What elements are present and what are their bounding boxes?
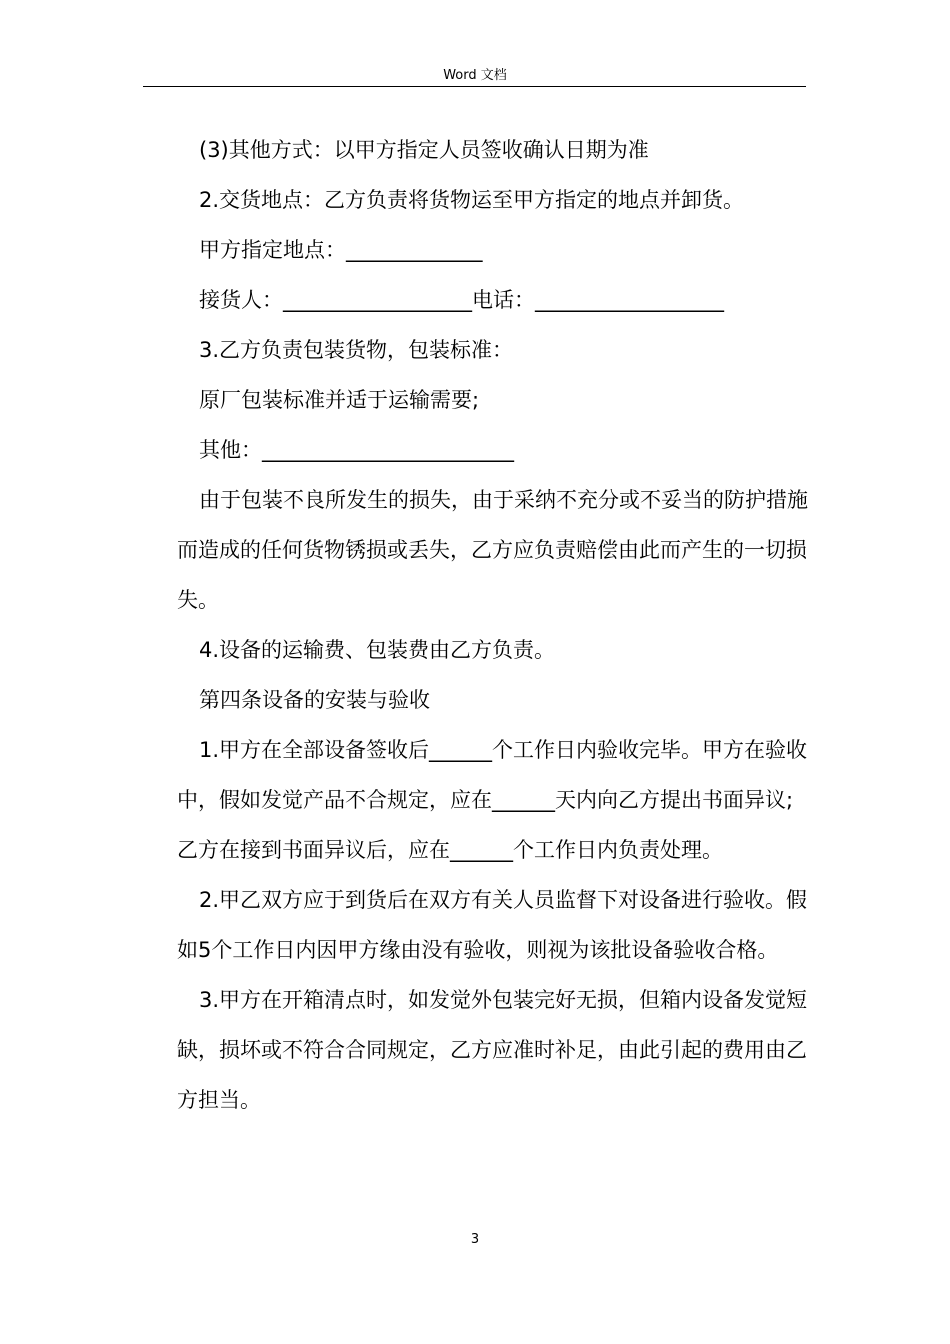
paragraph-packaging-loss: 由于包装不良所发生的损失，由于采纳不充分或不妥当的防护措施而造成的任何货物锈损或丢失，乙方应负责赔偿由此而产生的一切损失。 [177,488,808,612]
paragraph-original-packaging: 原厂包装标准并适于运输需要; [199,388,480,412]
paragraph-packaging-standard: 3.乙方负责包装货物，包装标准： [199,338,514,362]
paragraph-transport-cost: 4.设备的运输费、包装费由乙方负责。 [199,638,556,662]
paragraph-other-method: (3)其他方式：以甲方指定人员签收确认日期为准 [199,138,649,162]
paragraph-receiver-phone: 接货人：__________________电话：__________________ [199,288,724,312]
page-number: 3 [470,1232,480,1247]
paragraph-designated-location: 甲方指定地点：_____________ [199,238,483,262]
paragraph-delivery-location: 2.交货地点：乙方负责将货物运至甲方指定的地点并卸货。 [199,188,745,212]
document-body [177,125,809,1125]
paragraph-packaging-other: 其他：________________________ [199,438,514,462]
paragraph-acceptance-3: 3.甲方在开箱清点时，如发觉外包装完好无损，但箱内设备发觉短缺，损坏或不符合合同规定，乙方应准时补足，由此引起的费用由乙方担当。 [177,988,808,1112]
paragraph-acceptance-1: 1.甲方在全部设备签收后______个工作日内验收完毕。甲方在验收中，假如发觉产品不合规定，应在______天内向乙方提出书面异议;乙方在接到书面异议后，应在______个工作日内负责处理。 [177,738,808,862]
header-divider [143,86,806,87]
section-heading-installation: 第四条设备的安装与验收 [199,688,430,712]
paragraph-acceptance-2: 2.甲乙双方应于到货后在双方有关人员监督下对设备进行验收。假如5个工作日内因甲方缘由没有验收，则视为该批设备验收合格。 [177,888,808,962]
page-header: Word 文档 [443,68,507,83]
